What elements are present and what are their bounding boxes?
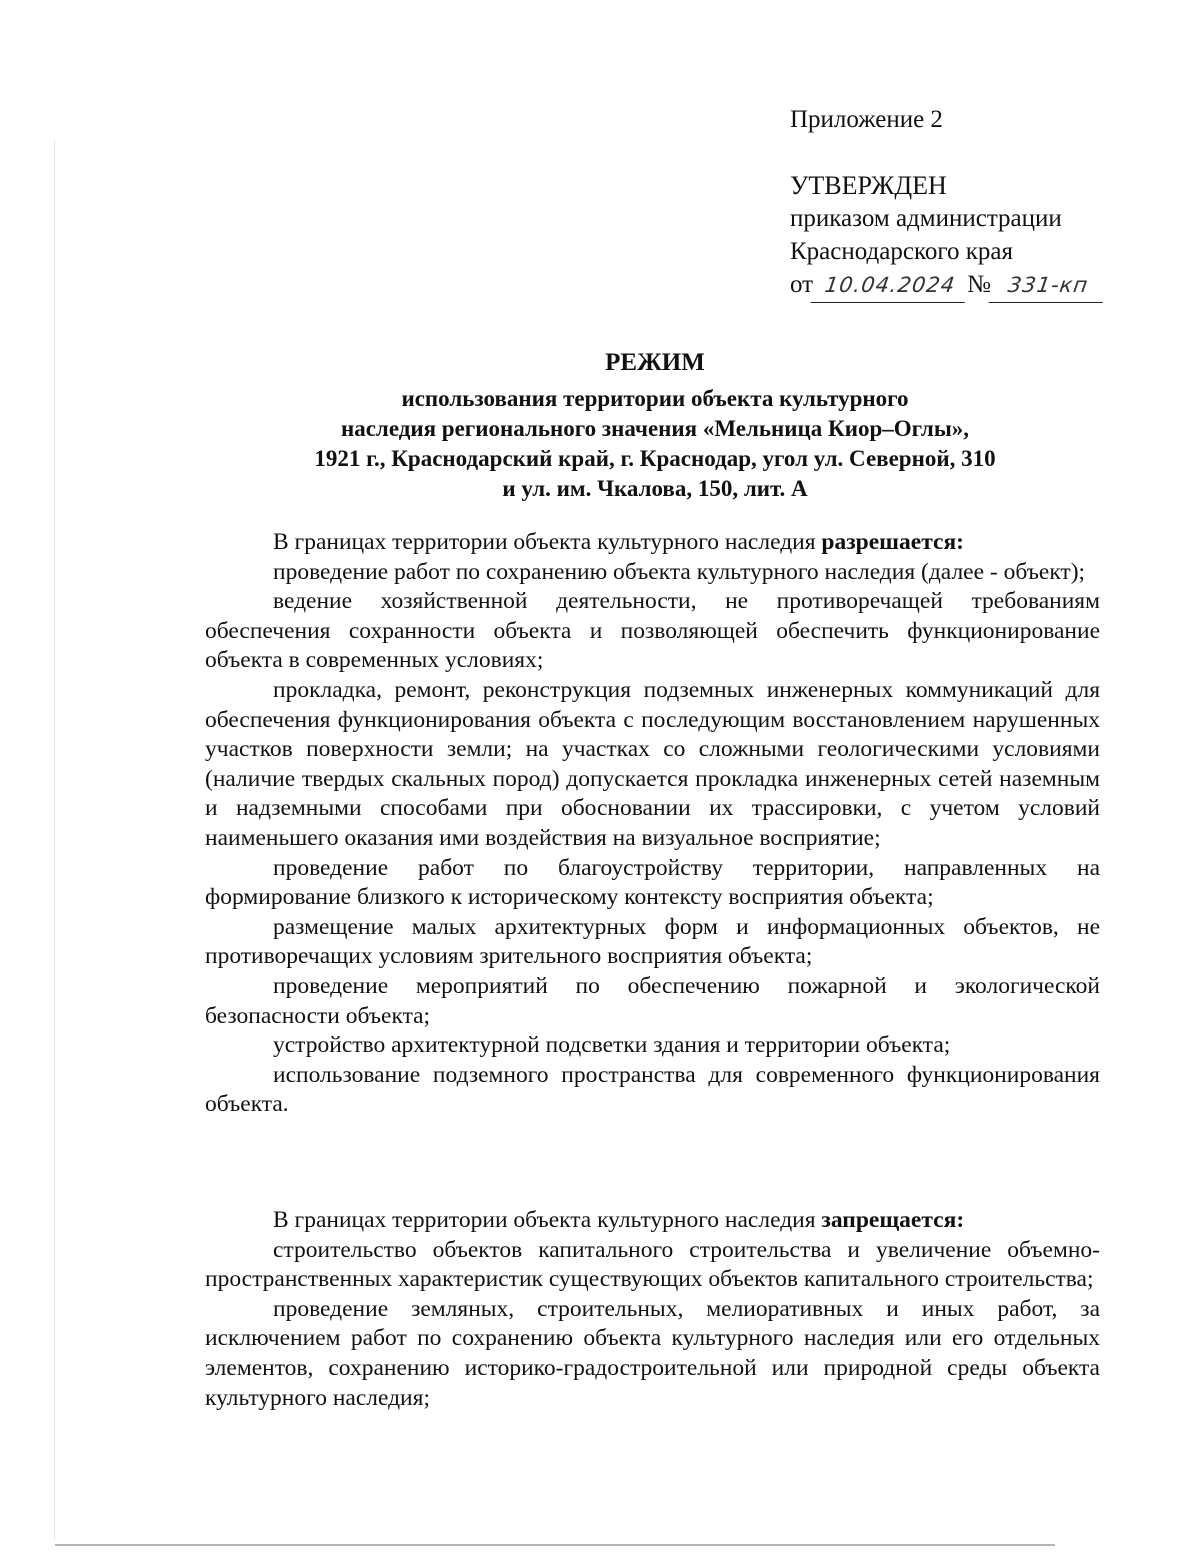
approval-line-2: Краснодарского края xyxy=(790,238,1013,265)
prohibited-section xyxy=(205,1206,1100,1413)
prohibited-item: строительство объектов капитального строительства и увеличение объемно-пространственных характеристик существующих объектов капитального строительства; xyxy=(205,1236,1100,1293)
title-line-1: использования территории объекта культурного xyxy=(401,386,909,411)
allowed-item: проведение работ по благоустройству территории, направленных на формирование близкого к историческому контексту восприятия объекта; xyxy=(205,854,1100,911)
approval-line-1: приказом администрации xyxy=(790,205,1062,232)
allowed-section xyxy=(205,528,1100,1120)
order-line xyxy=(790,268,1105,303)
allowed-intro: В границах территории объекта культурного наследия разрешается: xyxy=(273,529,964,555)
title-line-2: наследия регионального значения «Мельница Киор–Оглы», xyxy=(340,416,970,441)
allowed-item: размещение малых архитектурных форм и информационных объектов, не противоречащих условиям зрительного восприятия объекта; xyxy=(205,913,1100,970)
title-line-3: 1921 г., Краснодарский край, г. Краснодар, угол ул. Северной, 310 xyxy=(314,446,996,471)
number-label: № xyxy=(967,271,991,298)
prohibited-intro: В границах территории объекта культурного наследия запрещается: xyxy=(273,1207,965,1233)
scan-edge-bottom xyxy=(55,1544,1055,1546)
prohibited-item: проведение земляных, строительных, мелиоративных и иных работ, за исключением работ по сохранению объекта культурного наследия или его отдельных элементов, сохранению историко-градостроительной или природной среды объекта культурного наследия; xyxy=(205,1295,1100,1411)
allowed-item: ведение хозяйственной деятельности, не противоречащей требованиям обеспечения сохранности объекта и позволяющей обеспечить функционирование объекта в современных условиях; xyxy=(205,588,1100,674)
scan-edge-left xyxy=(54,140,55,1540)
allowed-item: использование подземного пространства для современного функционирования объекта. xyxy=(205,1061,1100,1118)
from-label: от xyxy=(790,271,814,298)
title-main: РЕЖИМ xyxy=(605,349,705,376)
prohibited-keyword: запрещается: xyxy=(821,1207,965,1233)
title-line-4: и ул. им. Чкалова, 150, лит. А xyxy=(502,476,808,501)
approval-block xyxy=(790,103,1105,303)
allowed-item: проведение работ по сохранению объекта культурного наследия (далее - объект); xyxy=(273,558,1086,585)
allowed-keyword: разрешается: xyxy=(821,529,964,555)
approved-heading: УТВЕРЖДЕН xyxy=(790,171,947,200)
handwritten-number: 331-кп xyxy=(989,269,1108,303)
document-title xyxy=(205,348,1105,504)
appendix-label: Приложение 2 xyxy=(790,106,943,133)
allowed-item: проведение мероприятий по обеспечению пожарной и экологической безопасности объекта; xyxy=(205,972,1100,1029)
allowed-item: прокладка, ремонт, реконструкция подземных инженерных коммуникаций для обеспечения функционирования объекта с последующим восстановлением нарушенных участков поверхности земли; на участках со сложными геологическими условиями (наличие твердых скальных пород) допускается прокладка инженерных сетей наземным и надземными способами при обосновании их трассировки, с учетом условий наименьшего оказания ими воздействия на визуальное восприятие; xyxy=(205,676,1100,851)
allowed-item: устройство архитектурной подсветки здания и территории объекта; xyxy=(273,1032,951,1059)
handwritten-date: 10.04.2024 xyxy=(811,269,970,303)
